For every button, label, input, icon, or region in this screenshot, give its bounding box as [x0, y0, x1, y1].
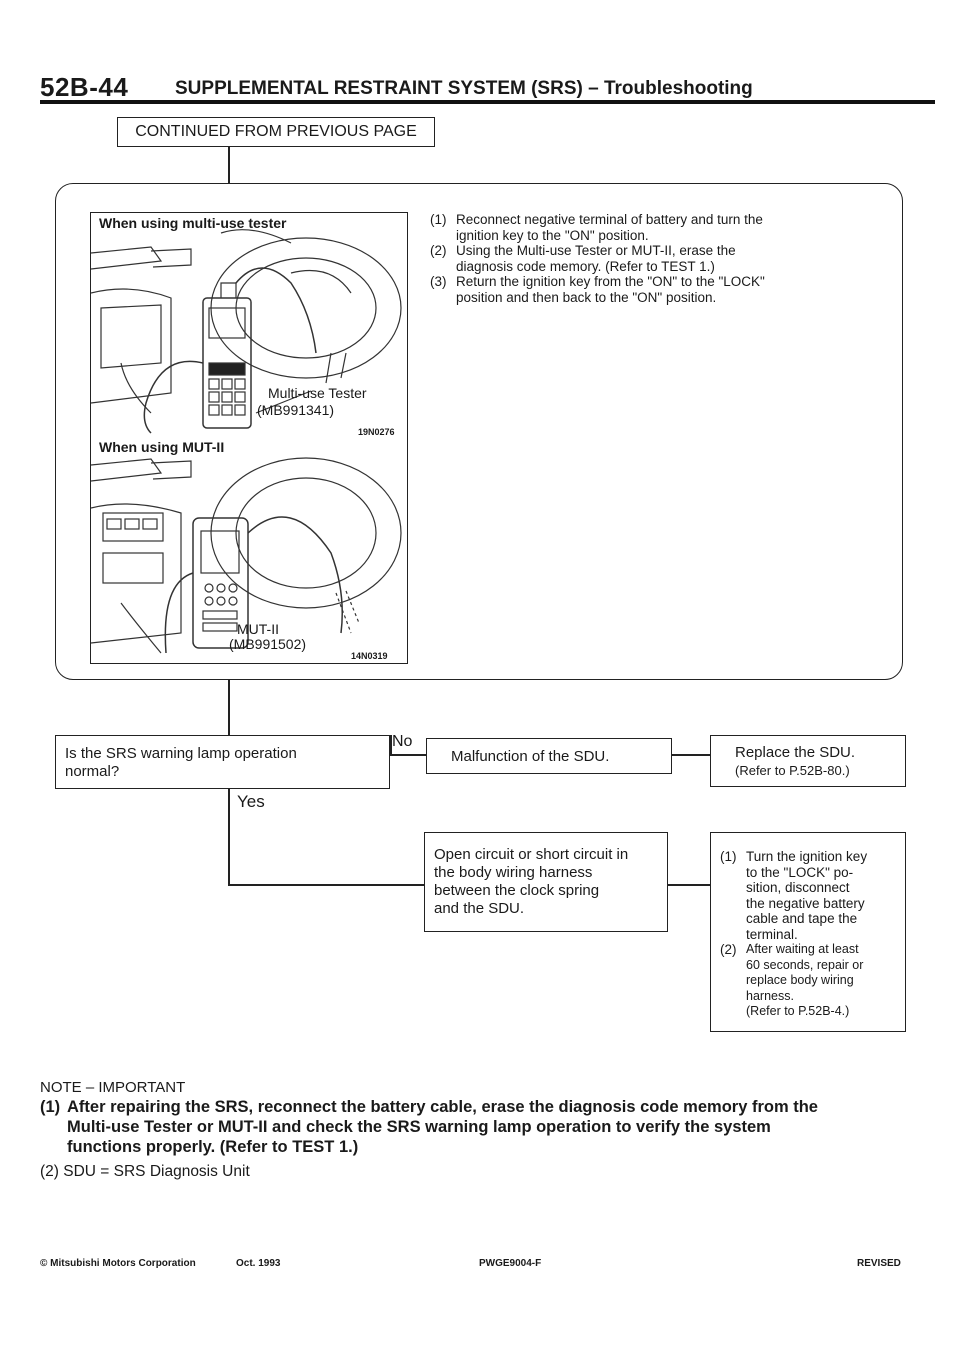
connector-line [672, 754, 710, 756]
multi-use-tester-label: When using multi-use tester [99, 215, 287, 231]
page-number: 52B-44 [40, 72, 129, 102]
footer-code: PWGE9004-F [479, 1258, 542, 1269]
connector-line [390, 754, 426, 756]
question-box: Is the SRS warning lamp operation normal? [55, 735, 390, 789]
repair-step: (1) Turn the ignition key to the "LOCK" po- sition, disconnect the negative battery cable and tape the terminal. [720, 849, 868, 942]
repair-step: (2) After waiting at least 60 seconds, repair or replace body wiring harness. (Refer to P.52B-4.) [720, 942, 864, 1018]
connector-line [228, 788, 230, 885]
malfunction-box: Malfunction of the SDU. [426, 738, 672, 774]
connector-line [228, 884, 424, 886]
multi-use-tester-callout: Multi-use Tester [268, 385, 367, 401]
continued-box: CONTINUED FROM PREVIOUS PAGE [117, 117, 435, 147]
footer-copyright: © Mitsubishi Motors Corporation [40, 1258, 196, 1269]
connector-line [668, 884, 710, 886]
connector-line [228, 680, 230, 735]
open-circuit-box: Open circuit or short circuit in the body wiring harness between the clock spring and the SDU. [424, 832, 668, 932]
tester-illustration [90, 212, 408, 664]
page-title: SUPPLEMENTAL RESTRAINT SYSTEM (SRS) – Troubleshooting [175, 78, 753, 99]
footer-status: REVISED [857, 1258, 901, 1269]
note-sdu-definition: (2) SDU = SRS Diagnosis Unit [40, 1163, 250, 1180]
mut-ii-part-number: (MB991502) [229, 636, 307, 652]
footer-date: Oct. 1993 [236, 1258, 281, 1269]
step-item: (3) Return the ignition key from the "ON" to the "LOCK" position and then back to the "ON" position. [430, 274, 765, 305]
connector-line [228, 147, 230, 183]
figure-id-bottom: 14N0319 [351, 651, 388, 661]
note-important: (1) After repairing the SRS, reconnect the battery cable, erase the diagnosis code memory from the Multi-use Tester or MUT-II and check the SRS warning lamp operation to verify the system functions properly. (Refer to TEST 1.) [40, 1098, 818, 1156]
yes-label: Yes [237, 792, 265, 811]
repair-steps-box [710, 832, 906, 1032]
mut-ii-label: When using MUT-II [99, 439, 225, 455]
figure-id-top: 19N0276 [358, 427, 395, 437]
step-item: (2) Using the Multi-use Tester or MUT-II, erase the diagnosis code memory. (Refer to TEST 1.) [430, 243, 736, 274]
mut-ii-callout: MUT-II [237, 621, 279, 637]
replace-sdu-box: Replace the SDU. (Refer to P.52B-80.) [710, 735, 906, 787]
procedure-steps [430, 212, 870, 305]
multi-use-tester-part-number: (MB991341) [257, 402, 335, 418]
no-label: No [392, 733, 413, 750]
step-item: (1) Reconnect negative terminal of battery and turn the ignition key to the "ON" position. [430, 212, 763, 243]
note-heading: NOTE – IMPORTANT [40, 1079, 186, 1096]
